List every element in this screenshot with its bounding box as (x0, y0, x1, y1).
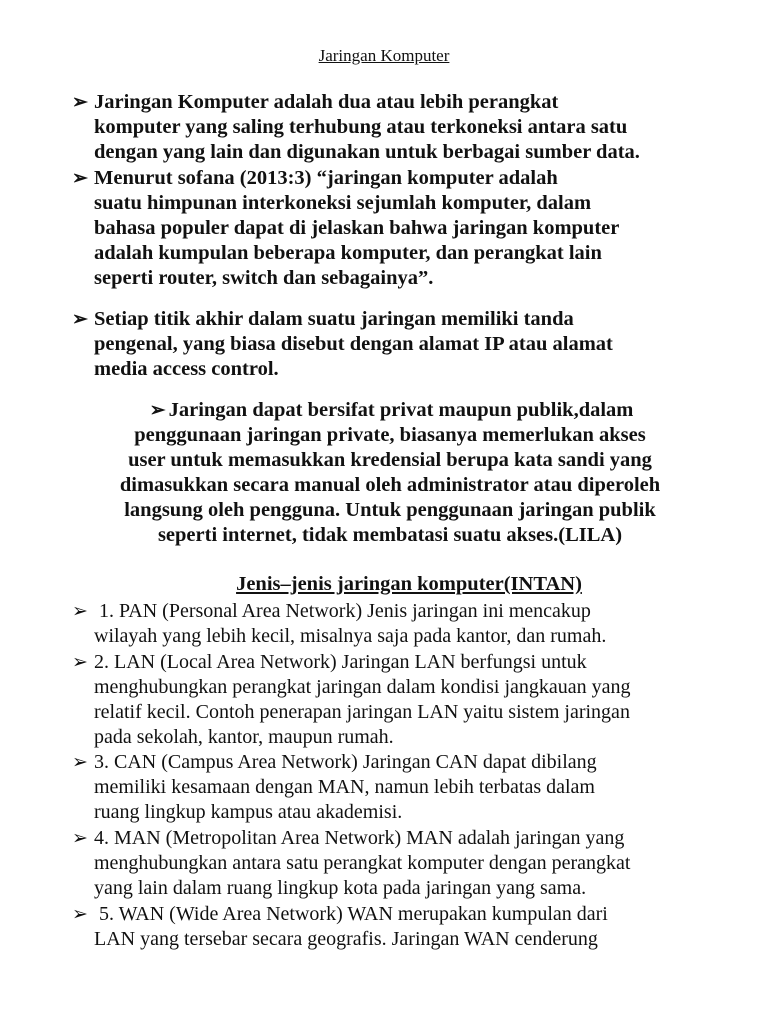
arrow-bullet-icon: ➢ (72, 652, 88, 673)
arrow-bullet-icon: ➢ (72, 92, 88, 113)
bullet-sofana-quote (72, 166, 732, 291)
bullet-text: Setiap titik akhir dalam suatu jaringan memiliki tanda (94, 308, 574, 330)
bullet-line: bahasa populer dapat di jelaskan bahwa jaringan komputer (94, 217, 620, 239)
arrow-bullet-icon: ➢ (72, 601, 88, 622)
arrow-bullet-icon: ➢ (72, 752, 88, 773)
list-text: 3. CAN (Campus Area Network) Jaringan CAN dapat dibilang (94, 751, 597, 773)
list-line: LAN yang tersebar secara geografis. Jaringan WAN cenderung (94, 928, 598, 950)
bullet-line: user untuk memasukkan kredensial berupa kata sandi yang (128, 449, 652, 471)
list-line: memiliki kesamaan dengan MAN, namun lebih terbatas dalam (94, 776, 595, 798)
list-line (72, 650, 732, 675)
bullet-line (72, 307, 732, 332)
list-line: menghubungkan antara satu perangkat komputer dengan perangkat (94, 852, 631, 874)
bullet-line: penggunaan jaringan private, biasanya memerlukan akses (134, 424, 646, 446)
list-line: wilayah yang lebih kecil, misalnya saja pada kantor, dan rumah. (94, 625, 607, 647)
bullet-line: langsung oleh pengguna. Untuk penggunaan jaringan publik (124, 499, 656, 521)
list-line (72, 826, 732, 851)
list-text: 5. WAN (Wide Area Network) WAN merupakan kumpulan dari (94, 903, 608, 925)
bullet-line: suatu himpunan interkoneksi sejumlah komputer, dalam (94, 192, 592, 214)
bullet-line (72, 90, 732, 115)
list-text: 4. MAN (Metropolitan Area Network) MAN adalah jaringan yang (94, 827, 625, 849)
arrow-bullet-icon: ➢ (72, 828, 88, 849)
bullet-line: komputer yang saling terhubung atau terkoneksi antara satu (94, 116, 628, 138)
arrow-bullet-icon: ➢ (149, 400, 166, 421)
list-text: 2. LAN (Local Area Network) Jaringan LAN berfungsi untuk (94, 651, 587, 673)
bullet-line (72, 166, 732, 191)
bullet-definition (72, 90, 732, 165)
list-line: ruang lingkup kampus atau akademisi. (94, 801, 403, 823)
list-item-pan (72, 599, 732, 649)
list-item-man (72, 826, 732, 901)
bullet-line: dengan yang lain dan digunakan untuk berbagai sumber data. (94, 141, 640, 163)
bullet-line: seperti router, switch dan sebagainya”. (94, 267, 434, 289)
list-line: yang lain dalam ruang lingkup kota pada jaringan yang sama. (94, 877, 587, 899)
bullet-line: adalah kumpulan beberapa komputer, dan perangkat lain (94, 242, 602, 264)
bullet-text: Jaringan dapat bersifat privat maupun publik,dalam (168, 399, 634, 421)
list-line (72, 902, 732, 927)
list-line: menghubungkan perangkat jaringan dalam kondisi jangkauan yang (94, 676, 631, 698)
bullet-line (70, 398, 710, 423)
list-item-can (72, 750, 732, 825)
bullet-line: pengenal, yang biasa disebut dengan alamat IP atau alamat (94, 333, 613, 355)
bullet-line: seperti internet, tidak membatasi suatu akses.(LILA) (157, 524, 623, 546)
list-line: pada sekolah, kantor, maupun rumah. (94, 726, 394, 748)
list-line (72, 599, 732, 624)
bullet-text: Menurut sofana (2013:3) “jaringan komputer adalah (94, 167, 558, 189)
section-heading-network-types: Jenis–jenis jaringan komputer(INTAN) (236, 573, 582, 595)
bullet-line: media access control. (94, 358, 279, 380)
bullet-endpoint-identifier (72, 307, 732, 382)
bullet-private-public (70, 398, 710, 548)
list-text: 1. PAN (Personal Area Network) Jenis jaringan ini mencakup (94, 600, 591, 622)
arrow-bullet-icon: ➢ (72, 309, 88, 330)
arrow-bullet-icon: ➢ (72, 168, 88, 189)
bullet-text: Jaringan Komputer adalah dua atau lebih perangkat (94, 91, 559, 113)
bullet-line: dimasukkan secara manual oleh administrator atau diperoleh (119, 474, 661, 496)
document-title: Jaringan Komputer (318, 46, 450, 65)
list-item-wan (72, 902, 732, 952)
list-line: relatif kecil. Contoh penerapan jaringan LAN yaitu sistem jaringan (94, 701, 630, 723)
arrow-bullet-icon: ➢ (72, 904, 88, 925)
list-line (72, 750, 732, 775)
list-item-lan (72, 650, 732, 750)
